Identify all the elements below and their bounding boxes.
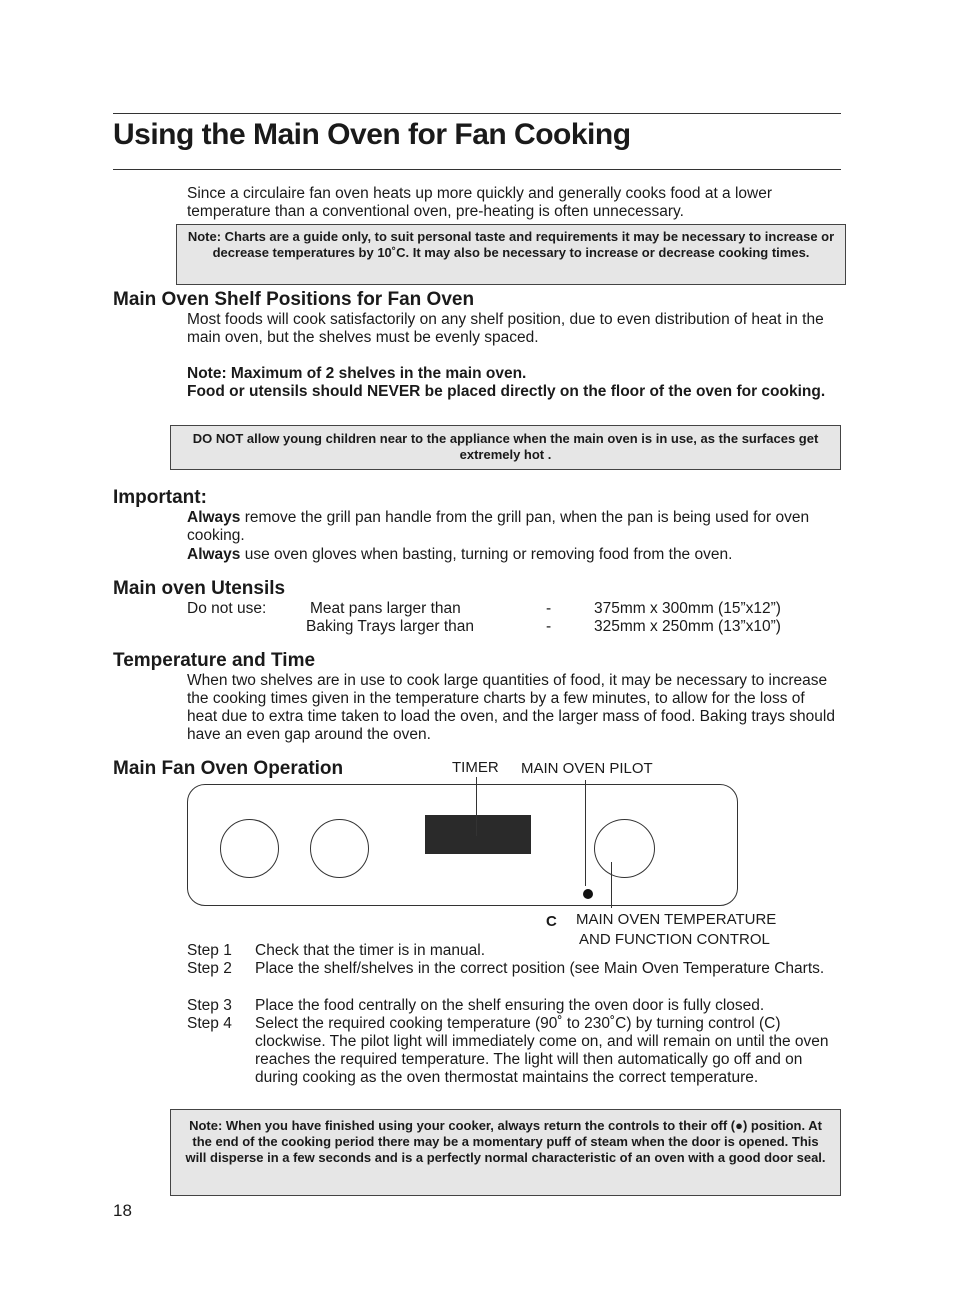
temperature-paragraph: When two shelves are in use to cook large quantities of food, it may be necessary to increase the cooking times given in the temperature charts by a few minutes, to allow for the loss of heat due to extra time taken to load the oven, and the larger mass of food. Baking trays should have an even gap around the oven. [187, 672, 835, 743]
page-title: Using the Main Oven for Fan Cooking [113, 118, 631, 151]
label-timer: TIMER [452, 759, 499, 776]
heading-shelf-positions: Main Oven Shelf Positions for Fan Oven [113, 289, 475, 310]
control-knob [220, 819, 279, 878]
step-label: Step 2 [187, 960, 232, 977]
heading-important: Important: [113, 487, 207, 508]
step-text: Place the shelf/shelves in the correct position (see Main Oven Temperature Charts. [255, 960, 825, 977]
utensil-item: Baking Trays larger than [306, 618, 475, 635]
step-text: Check that the timer is in manual. [255, 942, 486, 959]
note-finished-cooking: Note: When you have finished using your cooker, always return the controls to their off (●) position. At the end of the cooking period there may be a momentary puff of steam when the door is opened. This will disperse in a few seconds and is a perfectly normal characteristic of an oven with a good door seal. [170, 1109, 841, 1196]
always-label: Always [187, 509, 241, 526]
important-line-1-text: remove the grill pan handle from the grill pan, when the pan is being used for oven cooking. [187, 509, 810, 544]
utensil-size: 325mm x 250mm (13”x10”) [594, 618, 781, 635]
important-line-2-text: use oven gloves when basting, turning or removing food from the oven. [240, 546, 733, 563]
step-text: Select the required cooking temperature (90˚ to 230˚C) by turning control (C) clockwise. The pilot light will immediately come on, and will remain on until the oven reaches the required temperature. The light will then automatically go off and on during cooking as the oven thermostat maintains the correct temperature. [255, 1015, 829, 1086]
note-chart-guide: Note: Charts are a guide only, to suit personal taste and requirements it may be necessary to increase or decrease temperatures by 10˚C. It may also be necessary to increase or decrease cooking times. [176, 224, 846, 285]
timer-display [425, 815, 531, 854]
step-label: Step 1 [187, 942, 232, 959]
pilot-light-icon [583, 889, 593, 899]
warning-children: DO NOT allow young children near to the appliance when the main oven is in use, as the surfaces get extremely hot . [170, 425, 841, 470]
label-control-line-2: AND FUNCTION CONTROL [579, 931, 770, 948]
label-control-line-1: MAIN OVEN TEMPERATURE [576, 911, 777, 928]
step-label: Step 4 [187, 1015, 232, 1032]
control-panel-diagram [187, 784, 738, 906]
shelf-note-floor: Food or utensils should NEVER be placed directly on the floor of the oven for cooking. [187, 383, 826, 400]
heading-utensils: Main oven Utensils [113, 578, 286, 599]
control-leader-line [611, 862, 612, 908]
label-control-c: C [546, 913, 557, 930]
step-label: Step 3 [187, 997, 232, 1014]
top-rule [113, 113, 841, 114]
timer-leader-line [476, 777, 477, 836]
utensil-dash: - [546, 600, 552, 617]
shelf-note-max: Note: Maximum of 2 shelves in the main oven. [187, 365, 527, 382]
page-number: 18 [113, 1201, 132, 1220]
pilot-leader-line [585, 780, 586, 886]
heading-fan-oven-operation: Main Fan Oven Operation [113, 758, 344, 779]
utensil-size: 375mm x 300mm (15”x12”) [594, 600, 781, 617]
always-label: Always [187, 546, 241, 563]
utensil-item: Meat pans larger than [310, 600, 461, 617]
control-knob [310, 819, 369, 878]
label-main-oven-pilot: MAIN OVEN PILOT [521, 760, 653, 777]
heading-temperature-time: Temperature and Time [113, 650, 316, 671]
important-line-1 [187, 509, 839, 545]
do-not-use-label: Do not use: [187, 600, 267, 617]
title-rule [113, 169, 841, 170]
important-line-2 [187, 546, 839, 564]
utensil-dash: - [546, 618, 552, 635]
intro-paragraph: Since a circulaire fan oven heats up more quickly and generally cooks food at a lower temperature than a conventional oven, pre-heating is often unnecessary. [187, 185, 773, 220]
step-text: Place the food centrally on the shelf ensuring the oven door is fully closed. [255, 997, 765, 1014]
main-oven-control-knob [594, 819, 655, 878]
shelf-paragraph: Most foods will cook satisfactorily on any shelf position, due to even distribution of heat in the main oven, but the shelves must be evenly spaced. [187, 311, 824, 346]
